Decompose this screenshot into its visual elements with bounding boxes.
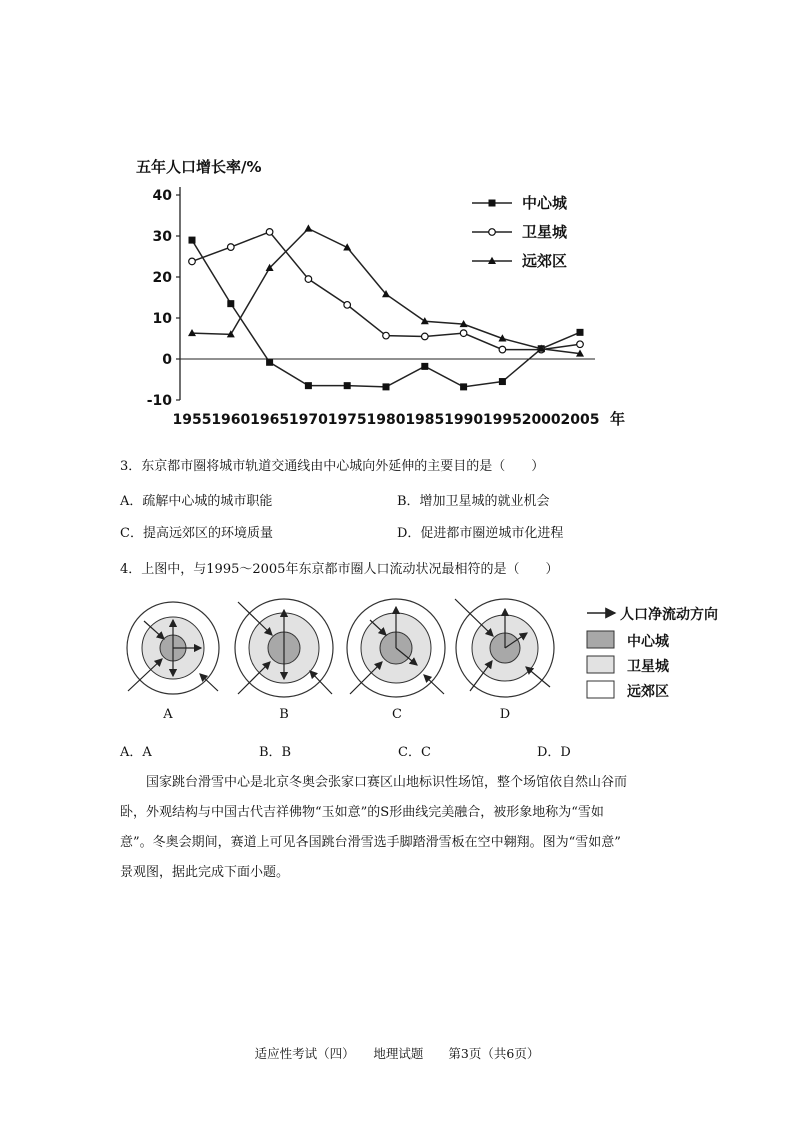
data-point-s1: [460, 383, 467, 390]
q3-option-b: B．增加卫星城的就业机会: [397, 494, 550, 509]
question-4-stem: 4．上图中，与1995～2005年东京都市圈人口流动状况最相符的是（ ）: [120, 562, 559, 577]
x-axis-unit: 年: [610, 410, 626, 428]
data-point-s1: [344, 382, 351, 389]
diagram-label-b: B: [279, 707, 289, 722]
x-tick-label: 1990: [444, 412, 484, 428]
legend-arrow-label: 人口净流动方向: [620, 607, 718, 623]
data-point-s2: [422, 333, 429, 340]
q4-option-c: C．C: [398, 745, 431, 760]
data-point-s1: [305, 382, 312, 389]
data-point-s2: [460, 330, 467, 337]
x-tick-label: 1980: [366, 412, 406, 428]
data-point-s3: [421, 317, 429, 324]
data-point-s2: [344, 302, 351, 309]
q3-option-a: A．疏解中心城的城市职能: [120, 494, 273, 509]
data-point-s2: [305, 276, 312, 283]
passage-line-1: 国家跳台滑雪中心是北京冬奥会张家口赛区山地标识性场馆，整个场馆依自然山谷而: [146, 775, 628, 790]
q3-option-c: C．提高远郊区的环境质量: [120, 526, 273, 541]
x-tick-label: 1960: [211, 412, 251, 428]
passage-line-3: 意”。冬奥会期间，赛道上可见各国跳台滑雪选手脚踏滑雪板在空中翱翔。图为“雪如意”: [120, 835, 621, 850]
x-tick-label: 1970: [288, 412, 328, 428]
chart-svg: [120, 150, 640, 430]
data-point-s2: [228, 244, 235, 251]
data-point-s1: [499, 378, 506, 385]
data-point-s2: [577, 341, 584, 348]
y-tick-label: 0: [162, 352, 172, 368]
population-growth-chart: [120, 150, 640, 430]
diagram-a: [127, 602, 219, 694]
q4-option-a: A．A: [120, 745, 152, 760]
x-tick-label: 1965: [250, 412, 290, 428]
diagram-c: [347, 599, 445, 697]
legend-core-swatch: [587, 631, 614, 648]
passage-line-4: 景观图，据此完成下面小题。: [120, 865, 290, 880]
diagram-d: [455, 599, 554, 697]
y-tick-label: 20: [152, 270, 172, 286]
legend-label-1: 中心城: [522, 194, 568, 212]
legend-satellite-swatch: [587, 656, 614, 673]
y-tick-label: 10: [152, 311, 172, 327]
data-point-s1: [266, 359, 273, 366]
legend-satellite-label: 卫星城: [627, 659, 669, 675]
q4-option-d: D．D: [537, 745, 571, 760]
x-tick-label: 1975: [327, 412, 367, 428]
data-point-s1: [383, 383, 390, 390]
diagram-label-a: A: [163, 707, 173, 722]
page-footer: 适应性考试（四） 地理试题 第3页（共6页）: [254, 1046, 540, 1061]
x-tick-label: 1955: [172, 412, 212, 428]
legend-outer-label: 远郊区: [627, 684, 669, 700]
data-point-s2: [266, 229, 273, 236]
legend-outer-swatch: [587, 681, 614, 698]
diagram-b: [235, 599, 333, 697]
q3-option-d: D．促进都市圈逆城市化进程: [397, 526, 564, 541]
data-point-s3: [304, 224, 312, 231]
data-point-s2: [499, 346, 506, 353]
y-axis-label: 五年人口增长率/%: [136, 158, 262, 176]
diagram-label-c: C: [392, 707, 402, 722]
q4-option-b: B．B: [259, 745, 292, 760]
legend-label-2: 卫星城: [522, 223, 568, 241]
diagram-legend-swatches: [585, 602, 625, 702]
legend-core-label: 中心城: [627, 634, 669, 650]
x-tick-label: 1985: [405, 412, 445, 428]
legend-label-3: 远郊区: [522, 252, 568, 270]
legend-marker-2: [489, 229, 496, 236]
data-point-s1: [189, 237, 196, 244]
data-point-s2: [383, 332, 390, 339]
passage-line-2: 卧，外观结构与中国古代吉祥佛物“玉如意”的S形曲线完美融合，被形象地称为“雪如: [120, 805, 604, 820]
x-tick-label: 2000: [521, 412, 561, 428]
x-tick-label: 1995: [482, 412, 522, 428]
legend-marker-1: [489, 200, 496, 207]
x-tick-label: 2005: [560, 412, 600, 428]
y-tick-label: 40: [152, 188, 172, 204]
data-point-s1: [227, 300, 234, 307]
passage: [120, 768, 680, 888]
y-tick-label: 30: [152, 229, 172, 245]
question-3-stem: 3．东京都市圈将城市轨道交通线由中心城向外延伸的主要目的是（ ）: [120, 459, 545, 474]
data-point-s1: [421, 363, 428, 370]
diagram-label-d: D: [499, 707, 511, 722]
data-point-s1: [577, 329, 584, 336]
y-tick-label: -10: [146, 393, 172, 409]
data-point-s2: [189, 258, 196, 265]
